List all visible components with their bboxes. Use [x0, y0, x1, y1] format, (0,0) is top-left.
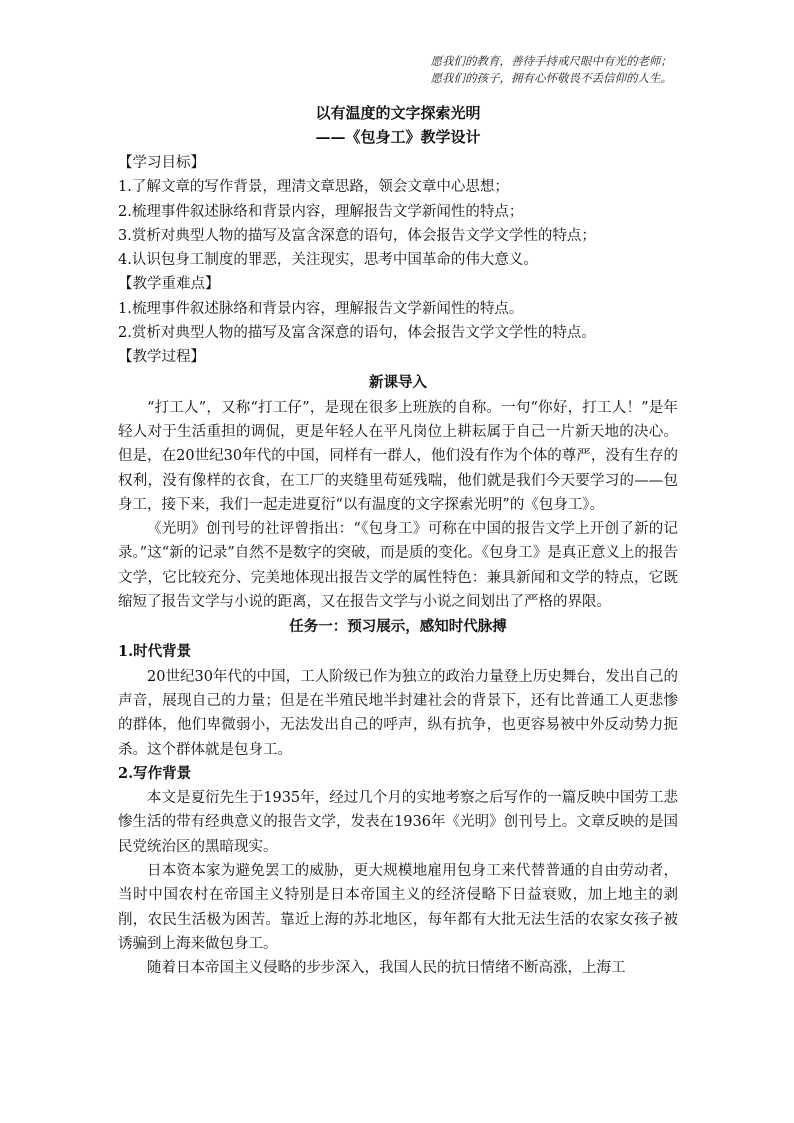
- background-paragraph: 本文是夏衍先生于1935年，经过几个月的实地考察之后写作的一篇反映中国劳工悲惨生活的带有经典意义的报告文学，发表在1936年《光明》创刊号上。文章反映的是国民党统治区的黑暗现实。: [118, 790, 678, 855]
- objective-item: 3.赏析对典型人物的描写及富含深意的语句，体会报告文学文学性的特点；: [118, 227, 596, 244]
- section-heading-era: 1.时代背景: [118, 643, 192, 661]
- document-subtitle: ——《包身工》教学设计: [315, 128, 481, 146]
- era-paragraph: 20世纪30年代的中国，工人阶级已作为独立的政治力量登上历史舞台，发出自己的声音，展现自己的力量；但是在半殖民地半封建社会的背景下，还有比普通工人更悲惨的群体，他们卑微弱小，无法发出自己的呼声，纵有抗争，也更容易被中外反动势力扼杀。这个群体就是包身工。: [118, 668, 678, 758]
- objective-item: 2.梳理事件叙述脉络和背景内容，理解报告文学新闻性的特点；: [118, 203, 524, 220]
- key-point-item: 1.梳理事件叙述脉络和背景内容，理解报告文学新闻性的特点。: [118, 300, 524, 317]
- document-title: 以有温度的文字探索光明: [315, 104, 481, 122]
- header-motto: [431, 53, 673, 87]
- background-paragraph: 日本资本家为避免罢工的威胁，更大规模地雇用包身工来代替普通的自由劳动者，当时中国农村在帝国主义特别是日本帝国主义的经济侵略下日益衰败，加上地主的剥削，农民生活极为困苦。靠近上海的苏北地区，每年都有大批无法生活的农家女孩子被诱骗到上海来做包身工。: [118, 863, 678, 952]
- objectives-heading: 【学习目标】: [118, 155, 205, 171]
- objective-item: 1.了解文章的写作背景，理清文章思路，领会文章中心思想；: [118, 179, 509, 196]
- key-point-item: 2.赏析对典型人物的描写及富含深意的语句，体会报告文学文学性的特点。: [118, 325, 596, 342]
- motto-line-1: 愿我们的教育，善待手持戒尺眼中有光的老师；: [430, 54, 672, 68]
- section-heading-background: 2.写作背景: [118, 764, 192, 782]
- objective-item: 4.认识包身工制度的罪恶，关注现实，思考中国革命的伟大意义。: [118, 252, 538, 269]
- process-heading: 【教学过程】: [118, 349, 205, 366]
- intro-heading: 新课导入: [369, 373, 427, 391]
- intro-paragraph: 《光明》创刊号的社评曾指出：“《包身工》可称在中国的报告文学上开创了新的记录。”这“新的记录”自然不是数字的突破，而是质的变化。《包身工》是真正意义上的报告文学，它比较充分、完美地体现出报告文学的属性特色：兼具新闻和文学的特点，它既缩短了报告文学与小说的距离，又在报告文学与小说之间划出了严格的界限。: [118, 521, 678, 611]
- intro-paragraph: “打工人”，又称“打工仔”，是现在很多上班族的自称。一句“你好，打工人！”是年轻人对于生活重担的调侃，更是年轻人在平凡岗位上耕耘属于自己一片新天地的决心。但是，在20世纪30年代的中国，同样有一群人，他们没有作为个体的尊严，没有生存的权利，没有像样的衣食，在工厂的夹缝里苟延残喘，他们就是我们今天要学习的——包身工，接下来，我们一起走进夏衍“以有温度的文字探索光明”的《包身工》。: [118, 399, 678, 513]
- motto-line-2: 愿我们的孩子，拥有心怀敬畏不丢信仰的人生。: [430, 71, 672, 85]
- document-body: [118, 101, 678, 981]
- task1-heading: 任务一：预习展示，感知时代脉搏: [289, 618, 507, 636]
- background-paragraph: 随着日本帝国主义侵略的步步深入，我国人民的抗日情绪不断高涨，上海工: [147, 960, 626, 977]
- key-points-heading: 【教学重难点】: [118, 276, 220, 293]
